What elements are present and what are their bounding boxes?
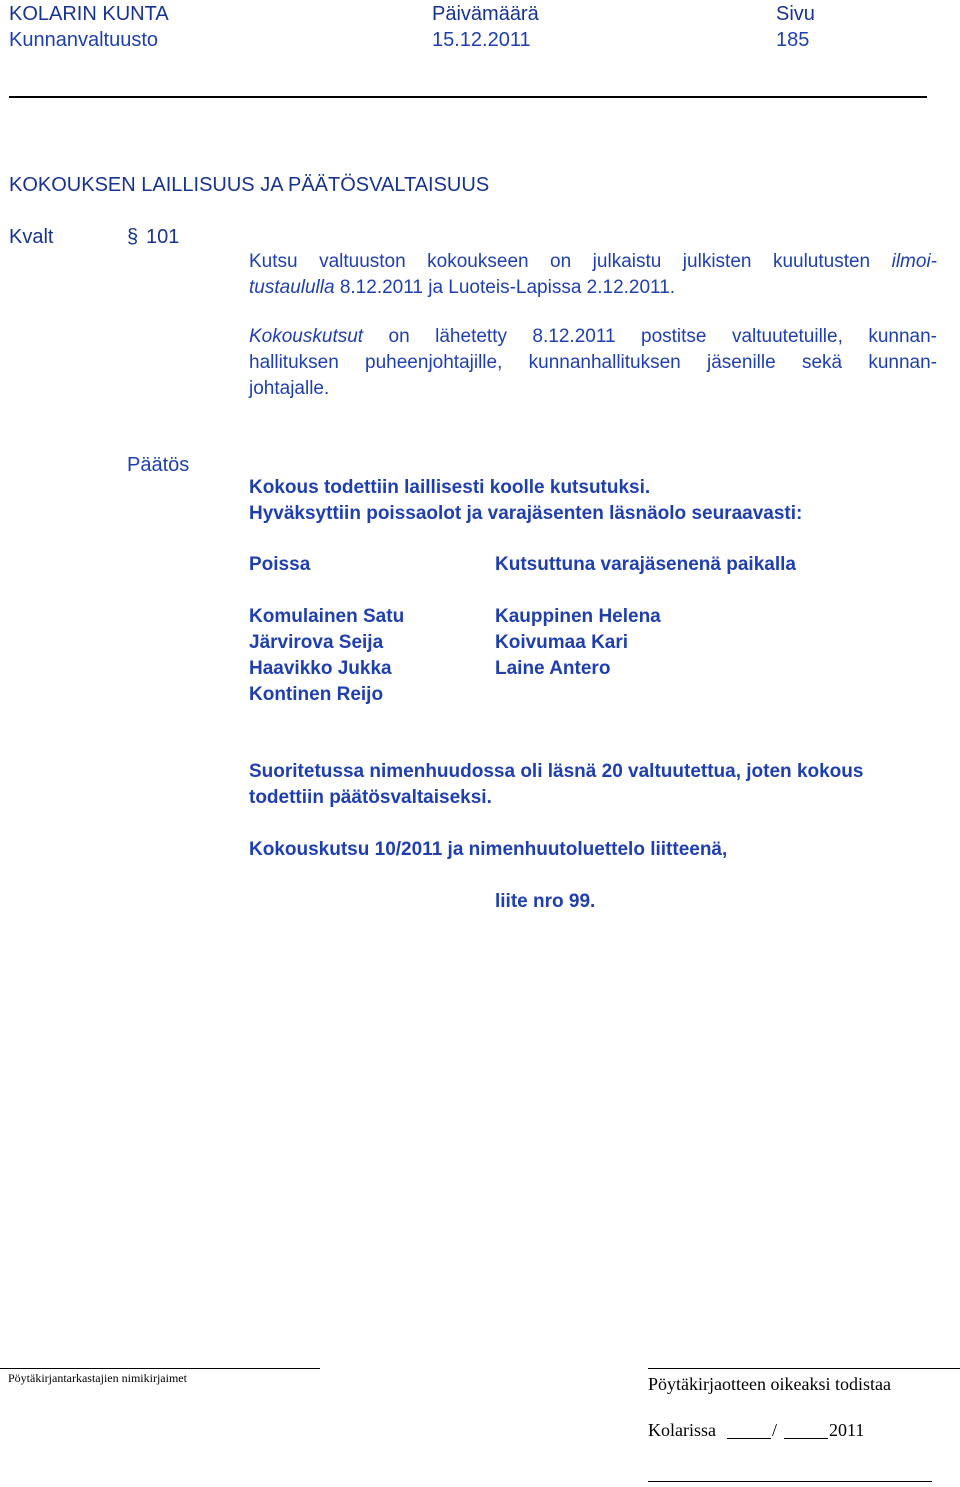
footer-rule-left [0,1368,320,1369]
attachment-number: liite nro 99. [495,891,596,912]
page-label: Sivu [776,3,815,25]
header-divider [9,96,927,98]
section-symbol: § [127,226,139,248]
absent-member: Kontinen Reijo [249,684,384,705]
decision-line-1: Kokous todettiin laillisesti koolle kutsutuksi. [249,477,651,498]
date-separator: / [772,1420,778,1440]
footer-rule-right [648,1368,960,1369]
absent-member: Komulainen Satu [249,606,405,627]
year-label: 2011 [829,1420,865,1440]
absent-member: Haavikko Jukka [249,658,392,679]
intro-line-2: tustaululla 8.12.2011 ja Luoteis-Lapissa 2.12.2011. [249,277,676,298]
date-label: Päivämäärä [432,3,539,25]
invitation-line-2: hallituksen puheenjohtajille, kunnanhallituksen jäsenille sekä kunnan- [249,352,937,373]
section-title: KOKOUKSEN LAILLISUUS JA PÄÄTÖSVALTAISUUS [9,174,490,196]
certification-label: Pöytäkirjaotteen oikeaksi todistaa [648,1374,891,1394]
substitute-member: Laine Antero [495,658,611,679]
substitute-header: Kutsuttuna varajäsenenä paikalla [495,554,796,575]
substitute-member: Kauppinen Helena [495,606,661,627]
section-ref-prefix: Kvalt [9,226,54,248]
checkers-initials-label: Pöytäkirjantarkastajien nimikirjaimet [8,1371,187,1385]
substitute-member: Koivumaa Kari [495,632,629,653]
quorum-line-1: Suoritetussa nimenhuudossa oli läsnä 20 valtuutettua, joten kokous [249,761,864,782]
day-blank-line [727,1438,771,1439]
date-value: 15.12.2011 [432,29,531,51]
page-number: 185 [776,29,810,51]
section-number: 101 [146,226,180,248]
attachment-line: Kokouskutsu 10/2011 ja nimenhuutoluettelo liitteenä, [249,839,728,860]
invitation-line-3: johtajalle. [249,378,330,399]
month-blank-line [784,1438,828,1439]
absent-header: Poissa [249,554,311,575]
quorum-line-2: todettiin päätösvaltaiseksi. [249,787,492,808]
intro-line-1: Kutsu valtuuston kokoukseen on julkaistu julkisten kuulutusten ilmoi- [249,251,937,272]
signature-line [648,1481,932,1482]
decision-label: Päätös [127,454,190,476]
council-name: Kunnanvaltuusto [9,29,159,51]
invitation-line-1: Kokouskutsut on lähetetty 8.12.2011 postitse valtuutetuille, kunnan- [249,326,937,347]
place-label: Kolarissa [648,1420,716,1440]
absent-member: Järvirova Seija [249,632,384,653]
organization-name: KOLARIN KUNTA [9,3,169,25]
decision-line-2: Hyväksyttiin poissaolot ja varajäsenten läsnäolo seuraavasti: [249,503,803,524]
